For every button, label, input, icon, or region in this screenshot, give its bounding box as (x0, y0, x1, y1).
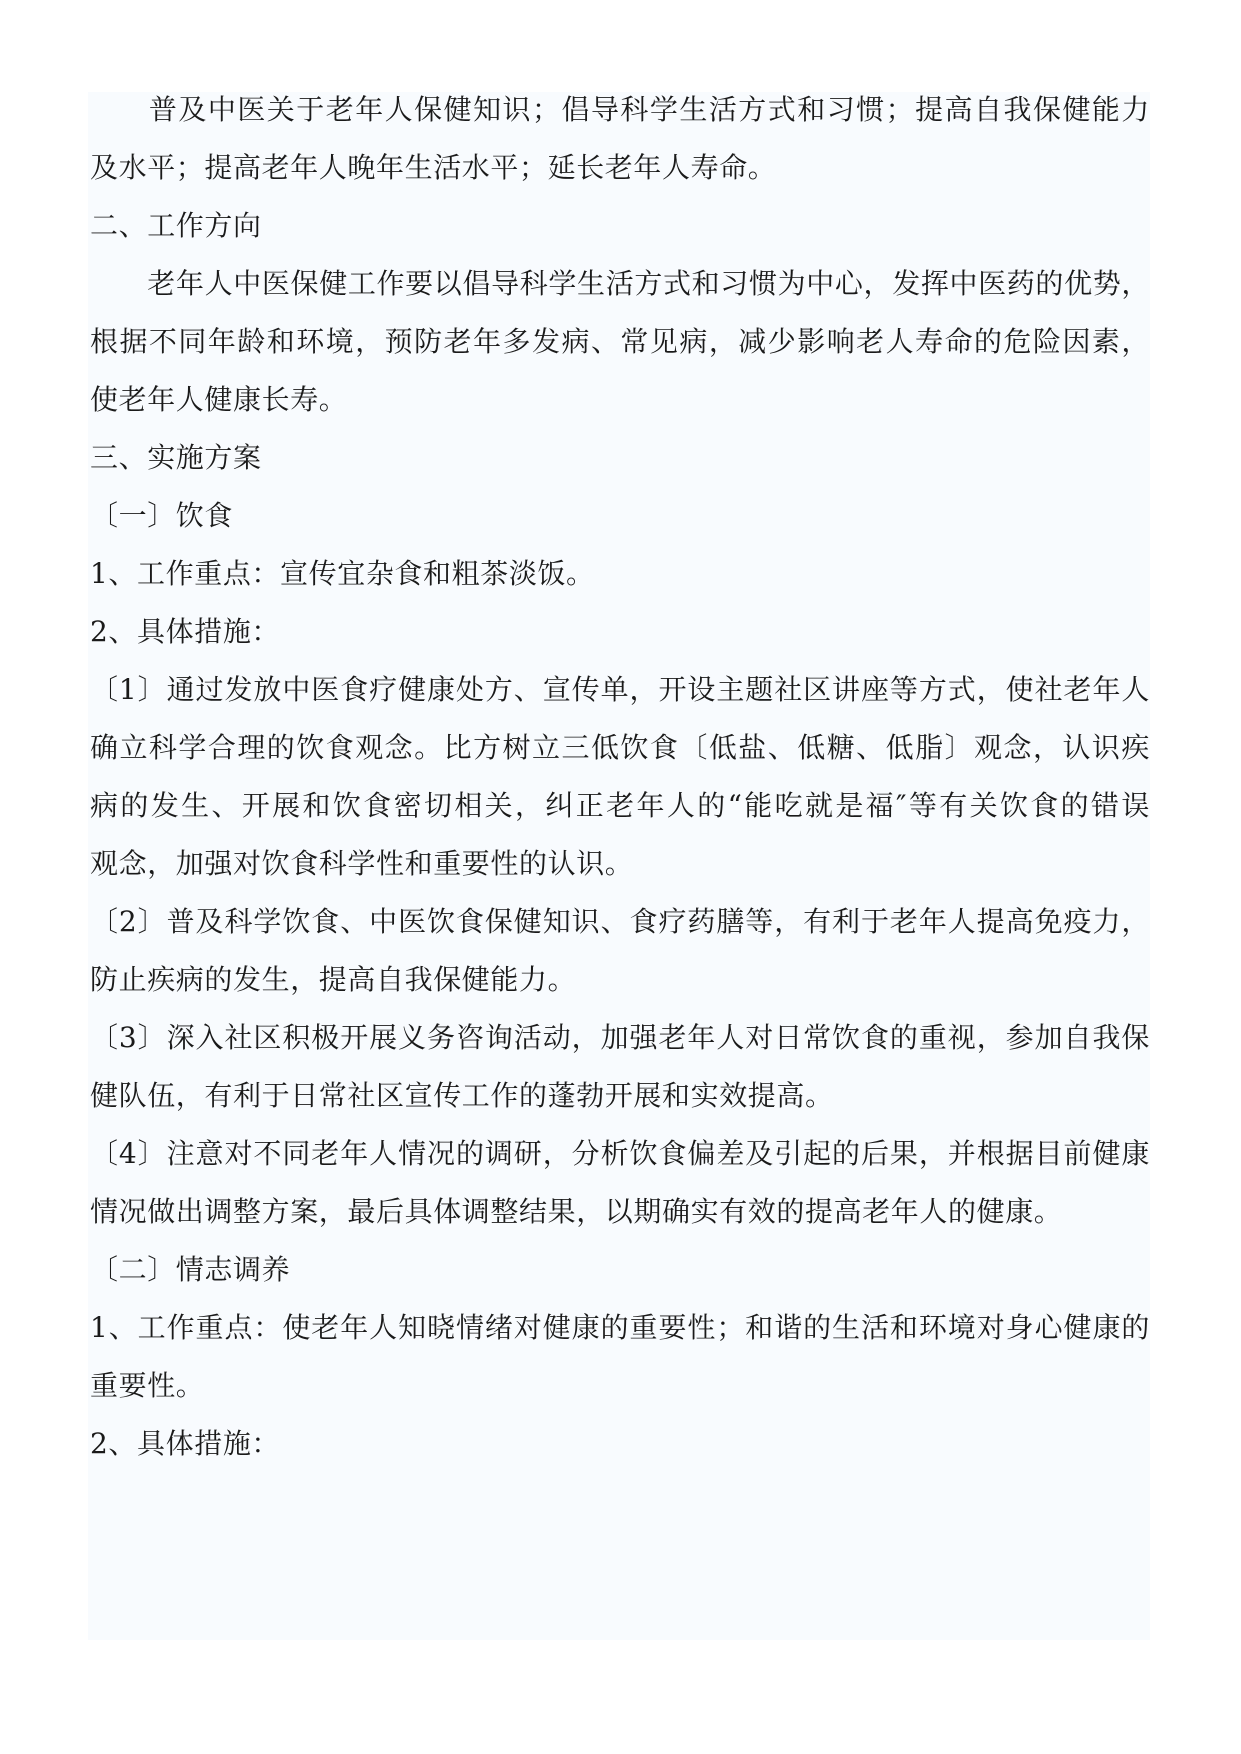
subsection-heading: 〔二〕情志调养 (90, 1253, 291, 1286)
section-heading: 二、工作方向 (90, 209, 262, 242)
text-line: 〔3〕深入社区积极开展义务咨询活动，加强老年人对日常饮食的重视，参加自我保 (90, 1021, 1150, 1054)
text-line: 〔2〕普及科学饮食、中医饮食保健知识、食疗药膳等，有利于老年人提高免疫力， (90, 905, 1150, 938)
text-line: 1、工作重点：使老年人知晓情绪对健康的重要性；和谐的生活和环境对身心健康的 (90, 1311, 1150, 1344)
text-line: 2、具体措施： (90, 1427, 281, 1460)
text-line: 病的发生、开展和饮食密切相关，纠正老年人的“能吃就是福″等有关饮食的错误 (90, 789, 1150, 822)
text-line: 1、工作重点：宣传宜杂食和粗茶淡饭。 (90, 557, 595, 590)
text-line: 重要性。 (90, 1369, 205, 1402)
subsection-heading: 〔一〕饮食 (90, 499, 234, 532)
text-line: 健队伍，有利于日常社区宣传工作的蓬勃开展和实效提高。 (90, 1079, 834, 1112)
text-line: 根据不同年龄和环境，预防老年多发病、常见病，减少影响老人寿命的危险因素， (90, 325, 1150, 358)
text-line: 情况做出调整方案，最后具体调整结果，以期确实有效的提高老年人的健康。 (90, 1195, 1063, 1228)
section-heading: 三、实施方案 (90, 441, 262, 474)
text-line: 防止疾病的发生，提高自我保健能力。 (90, 963, 577, 996)
text-line: 普及中医关于老年人保健知识；倡导科学生活方式和习惯；提高自我保健能力 (90, 93, 1150, 126)
text-line: 老年人中医保健工作要以倡导科学生活方式和习惯为中心，发挥中医药的优势， (90, 267, 1150, 300)
text-line: 〔1〕通过发放中医食疗健康处方、宣传单，开设主题社区讲座等方式，使社老年人 (90, 673, 1150, 706)
text-line: 及水平；提高老年人晚年生活水平；延长老年人寿命。 (90, 151, 777, 184)
text-line: 2、具体措施： (90, 615, 281, 648)
text-line: 观念，加强对饮食科学性和重要性的认识。 (90, 847, 634, 880)
text-line: 确立科学合理的饮食观念。比方树立三低饮食〔低盐、低糖、低脂〕观念，认识疾 (90, 731, 1150, 764)
text-line: 使老年人健康长寿。 (90, 383, 348, 416)
text-line: 〔4〕注意对不同老年人情况的调研，分析饮食偏差及引起的后果，并根据目前健康 (90, 1137, 1150, 1170)
